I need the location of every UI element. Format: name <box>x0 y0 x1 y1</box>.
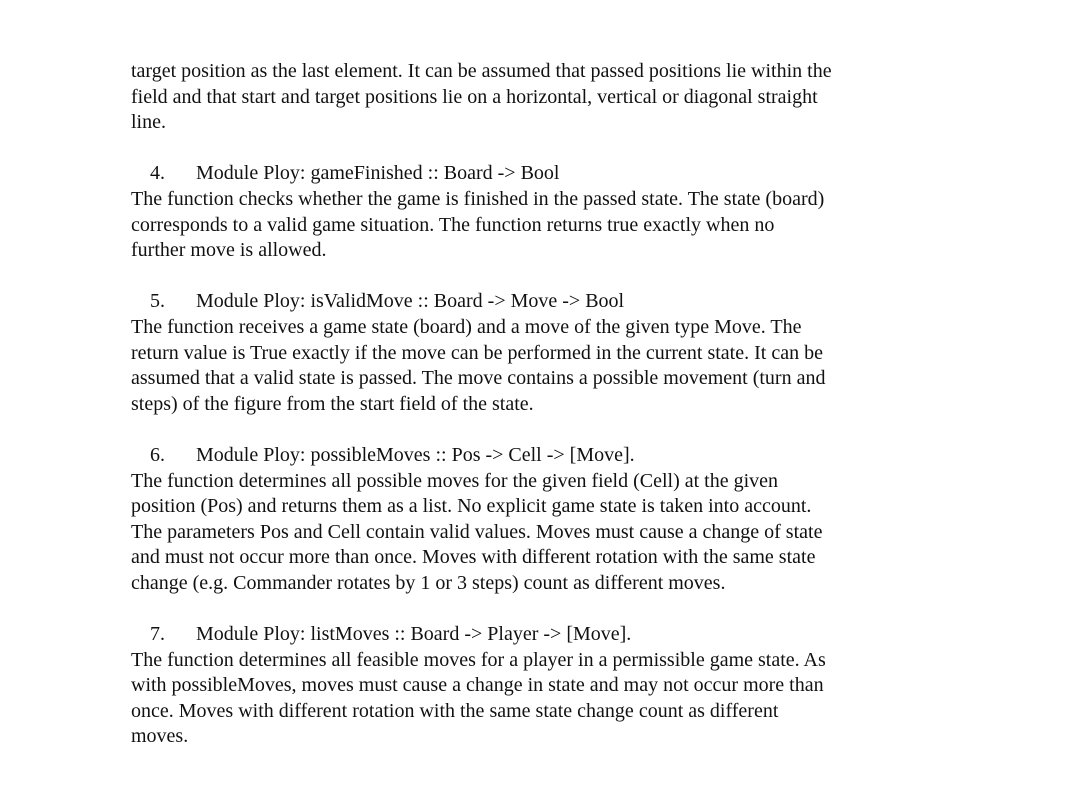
section-paragraph <box>131 469 961 597</box>
paragraph-line: The function determines all possible moves for the given field (Cell) at the given <box>131 469 779 492</box>
paragraph-line: target position as the last element. It can be assumed that passed positions lie within the <box>131 60 832 82</box>
paragraph-line: The function receives a game state (board) and a move of the given type Move. The <box>131 315 802 338</box>
paragraph-line: and must not occur more than once. Moves with different rotation with the same state <box>131 546 816 569</box>
paragraph-line: line. <box>131 111 166 134</box>
section-list-moves <box>131 622 961 750</box>
list-number: 7. <box>150 623 165 646</box>
section-heading <box>131 622 961 648</box>
document-page <box>131 59 961 750</box>
heading-text: Module Ploy: gameFinished :: Board -> Bool <box>196 162 560 185</box>
section-game-finished <box>131 161 961 263</box>
paragraph-line: assumed that a valid state is passed. The move contains a possible movement (turn and <box>131 367 826 390</box>
paragraph-line: further move is allowed. <box>131 239 327 262</box>
blank-line <box>131 417 961 443</box>
paragraph-line: change (e.g. Commander rotates by 1 or 3 steps) count as different moves. <box>131 571 726 594</box>
section-paragraph <box>131 648 961 750</box>
section-possible-moves <box>131 443 961 597</box>
list-number: 6. <box>150 443 165 466</box>
paragraph-line: with possibleMoves, moves must cause a change in state and may not occur more than <box>131 674 824 697</box>
section-is-valid-move <box>131 289 961 417</box>
paragraph-line: moves. <box>131 725 189 748</box>
section-heading <box>131 443 961 469</box>
section-paragraph <box>131 187 961 264</box>
intro-paragraph <box>131 59 961 136</box>
section-heading <box>131 289 961 315</box>
paragraph-line: field and that start and target positions lie on a horizontal, vertical or diagonal straight <box>131 85 818 108</box>
paragraph-line: return value is True exactly if the move can be performed in the current state. It can be <box>131 341 823 364</box>
paragraph-line: once. Moves with different rotation with the same state change count as different <box>131 699 779 722</box>
paragraph-line: The function checks whether the game is finished in the passed state. The state (board) <box>131 187 825 210</box>
list-number: 4. <box>150 162 165 185</box>
heading-text: Module Ploy: possibleMoves :: Pos -> Cell -> [Move]. <box>196 443 635 466</box>
blank-line <box>131 596 961 622</box>
heading-text: Module Ploy: listMoves :: Board -> Player -> [Move]. <box>196 623 632 646</box>
blank-line <box>131 136 961 162</box>
heading-text: Module Ploy: isValidMove :: Board -> Move -> Bool <box>196 290 625 313</box>
list-number: 5. <box>150 290 165 313</box>
paragraph-line: steps) of the figure from the start field of the state. <box>131 392 534 415</box>
paragraph-line: The function determines all feasible moves for a player in a permissible game state. As <box>131 648 826 671</box>
section-heading <box>131 161 961 187</box>
paragraph-line: position (Pos) and returns them as a list. No explicit game state is taken into account. <box>131 495 812 518</box>
paragraph-line: corresponds to a valid game situation. The function returns true exactly when no <box>131 213 775 236</box>
blank-line <box>131 264 961 290</box>
paragraph-line: The parameters Pos and Cell contain valid values. Moves must cause a change of state <box>131 520 823 543</box>
section-paragraph <box>131 315 961 417</box>
